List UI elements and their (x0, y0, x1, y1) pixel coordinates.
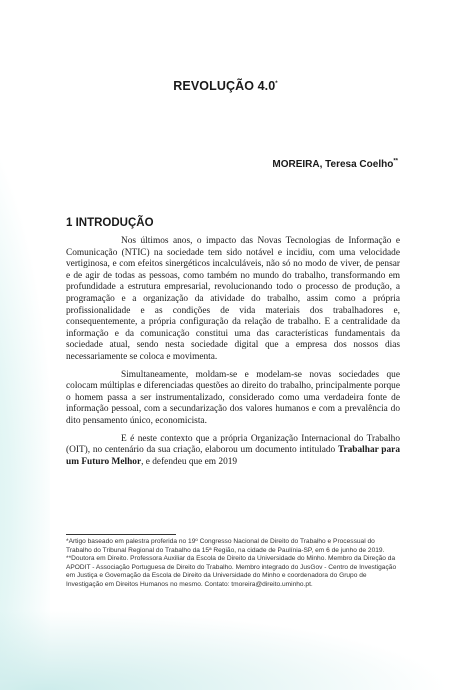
paragraph-2: Simultaneamente, moldam-se e modelam-se novas sociedades que colocam múltiplas e diferenciadas questões ao direito do trabalho, principalmente porque o homem passa a ser instrumentalizado, considerado como uma verdadeira fonte de informação pessoal, com a secundarização dos valores humanos e com a prevalência do dito pensamento único, economicista. (66, 369, 400, 426)
body-text (66, 236, 400, 468)
paper-title-text: REVOLUÇÃO 4.0 (173, 79, 276, 93)
paragraph-3-start: E é neste contexto que a própria Organização Internacional do Trabalho (OIT), no centenário da sua criação, elaborou um documento intitulado (66, 433, 400, 456)
paragraph-3 (66, 434, 400, 469)
decorative-background-shape (0, 120, 50, 680)
decorative-bottom-shape (0, 610, 451, 690)
author-name: MOREIRA, Teresa Coelho (272, 159, 394, 170)
title-footnote-mark: * (275, 80, 278, 87)
footnote-1: *Artigo baseado em palestra proferida no 19º Congresso Nacional de Direito do Trabalho e Processual do Trabalho do Tribunal Regional do Trabalho da 15ª Região, na cidade de Paulínia-SP, em 6 de junho de 2019. (66, 538, 385, 554)
paragraph-1: Nos últimos anos, o impacto das Novas Tecnologias de Informação e Comunicação (NTIC) na sociedade tem sido notável e incidiu, com uma velocidade vertiginosa, e com efeitos sinergéticos incalculáveis, não só no modo de viver, de pensar e de agir de todas as pessoas, como também no mundo do trabalho, transformando em profundidade a estrutura empresarial, revolucionando todo o processo de produção, a programação e a organização da atividade do trabalho, assim como a própria profissionalidade e as condições de vida materiais dos trabalhadores e, consequentemente, a própria configuração da relação de trabalho. E a centralidade da informação e da comunicação constitui uma das características fundamentais da sociedade atual, sendo nesta sociedade digital que a empresa dos nossos dias necessariamente se coloca e movimenta. (66, 236, 400, 362)
paper-title (0, 79, 451, 93)
footnote-divider (66, 534, 176, 535)
author-line (272, 159, 398, 170)
paragraph-3-end: , e defendeu que em 2019 (141, 456, 238, 467)
footnote-2: **Doutora em Direito. Professora Auxiliar da Escola de Direito da Universidade do Minho. Membro da Direção da APODIT - Associação Portuguesa de Direito do Trabalho. Membro integrado do JusGov - Centro de Investigação em Justiça e Governação da Escola de Direito da Universidade do Minho e coordenadora do Grupo de Investigação em Direitos Humanos no mesmo. Contato: tmoreira@direito.uminho.pt. (66, 555, 397, 588)
document-title-bold: Trabalhar para um Futuro Melhor (66, 445, 400, 467)
section-heading: 1 INTRODUÇÃO (66, 217, 154, 229)
author-footnote-mark: ** (393, 158, 398, 165)
footnotes (66, 538, 400, 589)
